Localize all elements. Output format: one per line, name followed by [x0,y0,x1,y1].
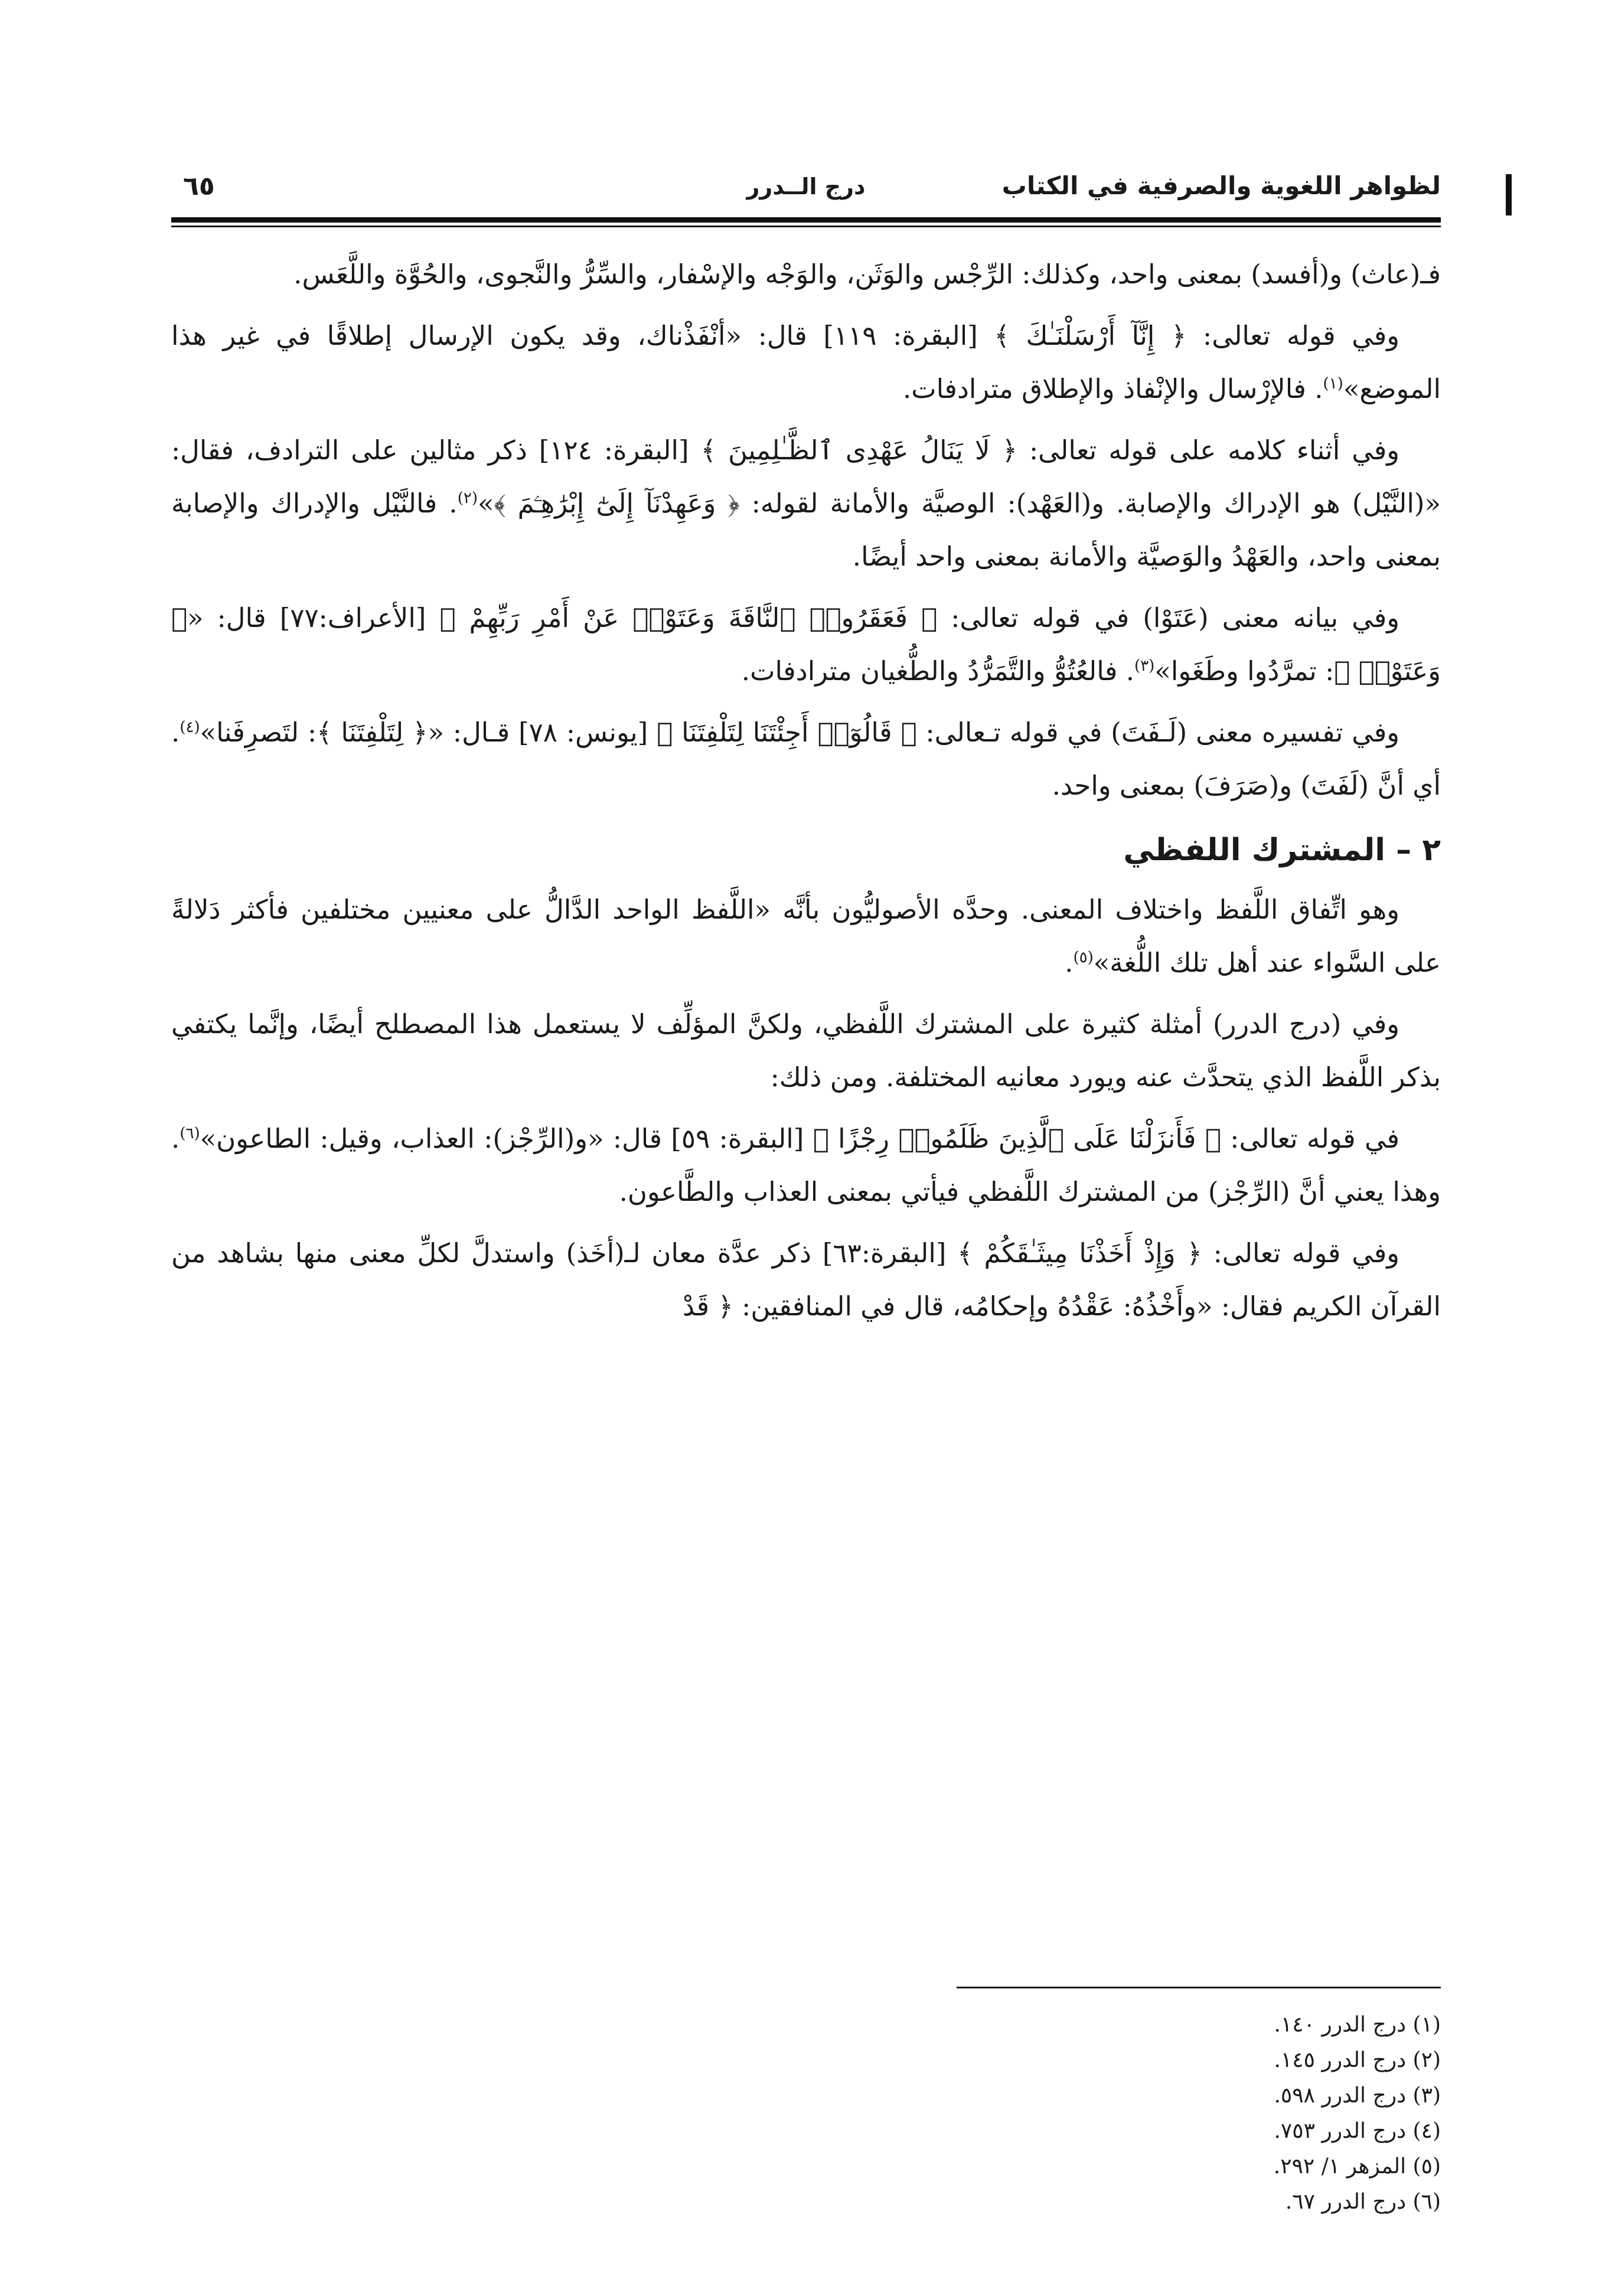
main-text [171,248,1441,1341]
paragraph-tail: . فالإرْسال والإنْفاذ والإطلاق مترادفات. [902,373,1323,404]
paragraph-8 [171,1112,1441,1219]
footnote-ref: (٦) [180,1125,200,1142]
footnote-separator [957,1987,1441,1988]
paragraph-tail: . [1065,947,1074,978]
paragraph-text: وفي قوله تعالى: ﴿ إِنَّآ أَرْسَلْنَـٰكَ ﴾ [البقرة: ١١٩] قال: «أنْفَذْناك، وقد يكون الإرسال إطلاقًا في غير هذا الموضع» [171,320,1441,404]
footnote-item: (٦) درج الدرر ٦٧. [1285,2190,1441,2214]
paragraph-text: وفي (درج الدرر) أمثلة كثيرة على المشترك اللَّفظي، ولكنَّ المؤلِّف لا يستعمل هذا المصطلح أيضًا، وإنَّما يكتفي بذكر اللَّفظ الذي يتحدَّث عنه ويورد معانيه المختلفة. ومن ذلك: [171,1008,1441,1093]
paragraph-6 [171,883,1441,989]
paragraph-text: في قوله تعالى: ﴿ فَأَنزَلْنَا عَلَى ٱلَّذِينَ ظَلَمُوا۟ رِجْزًا ﴾ [البقرة: ٥٩] قال: «و(الرِّجْز): العذاب، وقيل: الطاعون» [200,1123,1399,1154]
running-header [171,171,1441,218]
paragraph-text: وفي قوله تعالى: ﴿ وَإِذْ أَخَذْنَا مِيثَـٰقَكُمْ ﴾ [البقرة:٦٣] ذكر عدَّة معان لـ(أخَذ) واستدلَّ لكلِّ معنى منها بشاهد من القرآن الكريم فقال: «وأَخْذُهُ: عَقْدُهُ وإحكامُه، قال في المنافقين: ﴿ قَدْ [171,1237,1441,1322]
paragraph-tail: . فالنَّيْل والإدراك والإصابة بمعنى واحد، والعَهْدُ والوَصيَّة والأمانة بمعنى واحد أيضًا. [171,488,1441,572]
page-number: ٦٥ [183,171,215,201]
paragraph-3 [171,424,1441,583]
footnote-ref: (٢) [457,489,478,507]
footnote-item: (٤) درج الدرر ٧٥٣. [1274,2119,1441,2143]
paragraph-5 [171,706,1441,812]
paragraph-text: وهو اتِّفاق اللَّفظ واختلاف المعنى. وحدَّه الأصوليُّون بأنَّه «اللَّفظ الواحد الدَّالُّ على معنيين مختلفين فأكثر دَلالةً على السَّواء عند أهل تلك اللُّغة» [171,894,1441,978]
header-book-title: لظواهر اللغوية والصرفية في الكتاب [1001,171,1441,200]
header-rule-thin [171,226,1441,227]
page-edge-mark [1506,174,1512,215]
paragraph-7 [171,998,1441,1104]
paragraph-text: وفي بيانه معنى (عَتَوْا) في قوله تعالى: ﴿ فَعَقَرُوا۟ ٱلنَّاقَةَ وَعَتَوْا۟ عَنْ أَمْرِ رَبِّهِمْ ﴾ [الأعراف:٧٧] قال: «﴿ وَعَتَوْا۟ ﴾: تمرَّدُوا وطَغَوا» [171,602,1441,687]
footnote-ref: (٤) [180,718,200,736]
paragraph-text: فـ(عاث) و(أفسد) بمعنى واحد، وكذلك: الرِّجْس والوَثَن، والوَجْه والإسْفار، والسِّرُّ والنَّجوى، والحُوَّة واللَّعَس. [293,259,1441,290]
footnote-ref: (٣) [1134,657,1155,675]
section-heading: ٢ – المشترك اللفظي [1123,832,1441,868]
footnote-item: (٢) درج الدرر ١٤٥. [1274,2048,1441,2072]
header-rule-thick [171,217,1441,223]
paragraph-4 [171,592,1441,698]
paragraph-tail: . أي أنَّ (لَفَتَ) و(صَرَفَ) بمعنى واحد. [171,717,1441,801]
book-page [171,148,1441,2249]
footnote-item: (٣) درج الدرر ٥٩٨. [1274,2083,1441,2108]
paragraph-1 [171,248,1441,301]
footnote-item: (١) درج الدرر ١٤٠. [1274,2013,1441,2037]
footnote-ref: (١) [1323,375,1343,393]
paragraph-9 [171,1227,1441,1333]
footnote-ref: (٥) [1073,949,1094,966]
paragraph-text: وفي تفسيره معنى (لَـفَتَ) في قوله تـعالى: ﴿ قَالُوٓا۟ أَجِئْتَنَا لِتَلْفِتَنَا ﴾ [يونس: ٧٨] قـال: «﴿ لِتَلْفِتَنَا ﴾: لتَصرِفَنا» [200,717,1399,748]
footnotes [732,2007,1441,2220]
paragraph-tail: . وهذا يعني أنَّ (الرِّجْز) من المشترك اللَّفظي فيأتي بمعنى العذاب والطَّاعون. [171,1123,1441,1207]
footnote-item: (٥) المزهر ١/ ٢٩٢. [1273,2154,1441,2179]
paragraph-tail: . فالعُتُوُّ والتَّمَرُّدُ والطُّغيان مترادفات. [741,655,1135,687]
paragraph-text: وفي أثناء كلامه على قوله تعالى: ﴿ لَا يَنَالُ عَهْدِى ٱلظَّـٰلِمِينَ ﴾ [البقرة: ١٢٤] ذكر مثالين على الترادف، فقال: «(النَّيْل) هو الإدراك والإصابة. و(العَهْد): الوصيَّة والأمانة لقوله: ﴿ وَعَهِدْنَآ إِلَىٰٓ إِبْرَٰهِـۧمَ ﴾» [171,435,1441,519]
paragraph-2 [171,309,1441,416]
header-section-title: درج الــدرر [746,174,866,200]
